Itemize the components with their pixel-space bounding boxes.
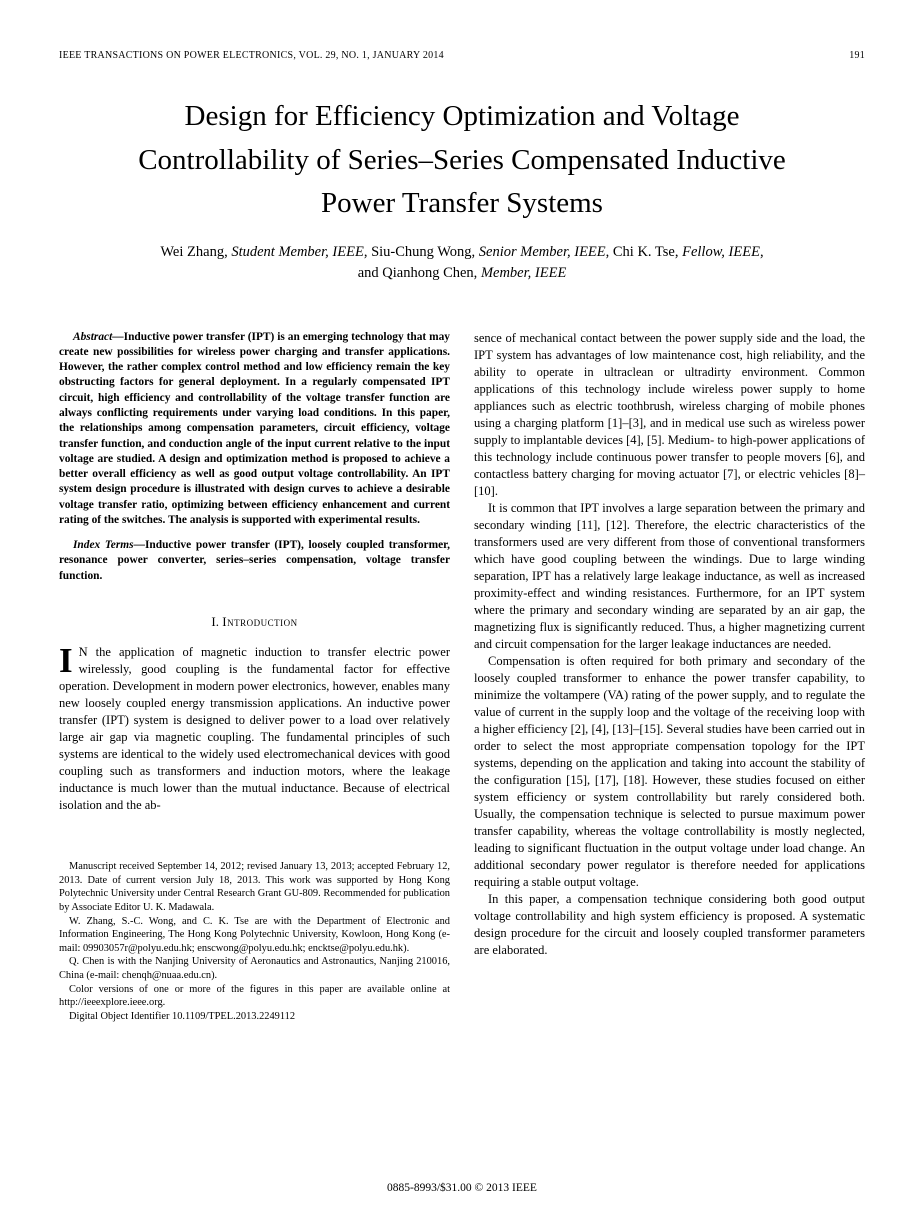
section-number: I. — [211, 614, 219, 630]
index-terms-text: Inductive power transfer (IPT), loosely coupled transformer, resonance power converter, series–series compensation, voltage transfer function. — [59, 539, 450, 582]
footnote-affiliation-1: W. Zhang, S.-C. Wong, and C. K. Tse are with the Department of Electronic and Information Engineering, The Hong Kong Polytechnic University, Kowloon, Hong Kong (e-mail: 09903057r@polyu.edu.hk; enscwong@polyu.edu.hk; encktse@polyu.edu.hk). — [59, 915, 450, 954]
abstract-text: Inductive power transfer (IPT) is an emerging technology that may create new possibilities for wireless power charging and transfer applications. However, the rather complex control method and low efficiency remain the key obstructing factors for general deployment. In a regularly compensated IPT circuit, high efficiency and controllability of the voltage transfer function are always conflicting requirements under varying load conditions. In this paper, the relationships among compensation parameters, circuit efficiency, voltage transfer function, and conduction angle of the input current relative to the input voltage are studied. A design and optimization method is proposed to achieve a better overall efficiency as well as good output voltage controllability. An IPT system design procedure is illustrated with design curves to achieve a desirable voltage transfer ratio, optimizing between efficiency enhancement and current rating of the switches. The analysis is supported with experimental results. — [59, 330, 450, 526]
two-column-body — [59, 330, 865, 1024]
running-header — [59, 50, 865, 61]
author-role: Student Member, IEEE — [231, 243, 364, 260]
body-paragraph: Compensation is often required for both primary and secondary of the loosely coupled transformer to enhance the power transfer capability, to minimize the voltampere (VA) rating of the power supply, and to regulate the value of current in the supply loop and the voltage of the receiving loop with a higher efficiency [2], [4], [13]–[15]. Several studies have been carried out in order to select the most appropriate compensation topology for the IPT systems, depending on the application and taking into account the stability of the configuration [15], [17], [18]. However, these studies focused on either system efficiency or system controllability but rarely considered both. Usually, the compensation technique is selected to pursue maximum power transfer capability, whereas the voltage controllability is mostly neglected, leading to significant fluctuation in the output voltage under load change. An additional secondary power regulator is therefore needed for applications requiring a stable output voltage. — [474, 653, 865, 889]
footnote-manuscript: Manuscript received September 14, 2012; revised January 13, 2013; accepted February 12, 2013. Date of current version July 18, 2013. This work was supported by Hong Kong Polytechnic University under Central Research Grant GU-809. Recommended for publication by Associate Editor U. K. Madawala. — [59, 861, 450, 913]
body-paragraph: In this paper, a compensation technique considering both good output voltage controllability and high system efficiency is proposed. A systematic design procedure for the circuit and loosely coupled transformer parameters are elaborated. — [474, 891, 865, 957]
author-role: Fellow, IEEE — [682, 243, 760, 260]
abstract — [59, 330, 450, 529]
paper-title: Design for Efficiency Optimization and Voltage Controllability of Series–Series Compensated Inductive Power Transfer Systems — [138, 100, 786, 219]
author-line-2 — [59, 263, 865, 284]
author-separator: , — [759, 243, 764, 260]
author-role: Senior Member, IEEE — [478, 243, 606, 260]
index-terms — [59, 538, 450, 584]
left-column — [59, 330, 450, 1024]
footnote-color-versions: Color versions of one or more of the figures in this paper are available online at http://ieeexplore.ieee.org. — [59, 983, 450, 1009]
author-line-1 — [59, 242, 865, 263]
footnote-doi: Digital Object Identifier 10.1109/TPEL.2013.2249112 — [69, 1010, 296, 1022]
copyright-footer: 0885-8993/$31.00 © 2013 IEEE — [387, 1182, 537, 1194]
drop-cap: I — [59, 641, 73, 681]
journal-title: IEEE TRANSACTIONS ON POWER ELECTRONICS, VOL. 29, NO. 1, JANUARY 2014 — [59, 50, 444, 61]
abstract-label: Abstract— — [73, 330, 124, 343]
author-name: , Chi K. Tse, — [605, 243, 683, 260]
author-list — [59, 242, 865, 284]
footnote-affiliation-2: Q. Chen is with the Nanjing University of Aeronautics and Astronautics, Nanjing 210016, China (e-mail: chenqh@nuaa.edu.cn). — [59, 956, 450, 982]
first-page-footnote — [59, 860, 450, 1024]
page-number: 191 — [849, 50, 865, 61]
author-role: Member, IEEE — [480, 264, 567, 281]
author-name: and Qianhong Chen, — [357, 264, 481, 281]
intro-paragraph-text: N the application of magnetic induction to transfer electric power wirelessly, good coupling is the fundamental factor for effective operation. Development in modern power electronics, however, enables many new loosely coupled energy transmission applications. An inductive power transfer (IPT) system is designed to deliver power to a load over relatively large air gap via magnetic coupling. The fundamental principles of such systems are identical to the widely used electromechanical devices with good coupling such as transformers and induction motors, where the leakage inductance is much lower than the mutual inductance. Because of electrical isolation and the ab- — [59, 645, 450, 813]
index-terms-label: Index Terms— — [73, 539, 145, 552]
body-paragraph: It is common that IPT involves a large separation between the primary and secondary winding [11], [12]. Therefore, the electric characteristics of the transformers used are very different from those of conventional transformers which have good coupling between the windings. Due to large winding separation, IPT has a relatively large leakage inductance, as well as increased proximity-effect and winding resistances. Furthermore, for an IPT system where the primary and secondary winding are separated by an air gap, the magnetizing flux is significantly reduced. Thus, a higher magnetizing current and circuit compensation for the larger leakage inductances are needed. — [474, 500, 865, 651]
section-heading-introduction — [59, 614, 450, 630]
section-title: Introduction — [222, 614, 298, 630]
intro-paragraph — [59, 641, 450, 814]
author-name: Wei Zhang, — [160, 243, 232, 260]
body-paragraph: sence of mechanical contact between the power supply side and the load, the IPT system has advantages of low maintenance cost, high reliability, and the ability to operate in ultraclean or ultradirty environment. Common applications of this technology include wireless power supply to home appliances such as electric toothbrush, wireless charging of mobile phones using a charging platform [1]–[3], and in medical use such as wireless power supply to implantable devices [4], [5]. Medium- to high-power applications of this technology include continuous power transfer to people movers [6], and contactless battery charging for moving actuator [7], or electric vehicles [8]–[10]. — [474, 330, 865, 498]
author-name: , Siu-Chung Wong, — [363, 243, 479, 260]
right-column — [474, 330, 865, 1024]
